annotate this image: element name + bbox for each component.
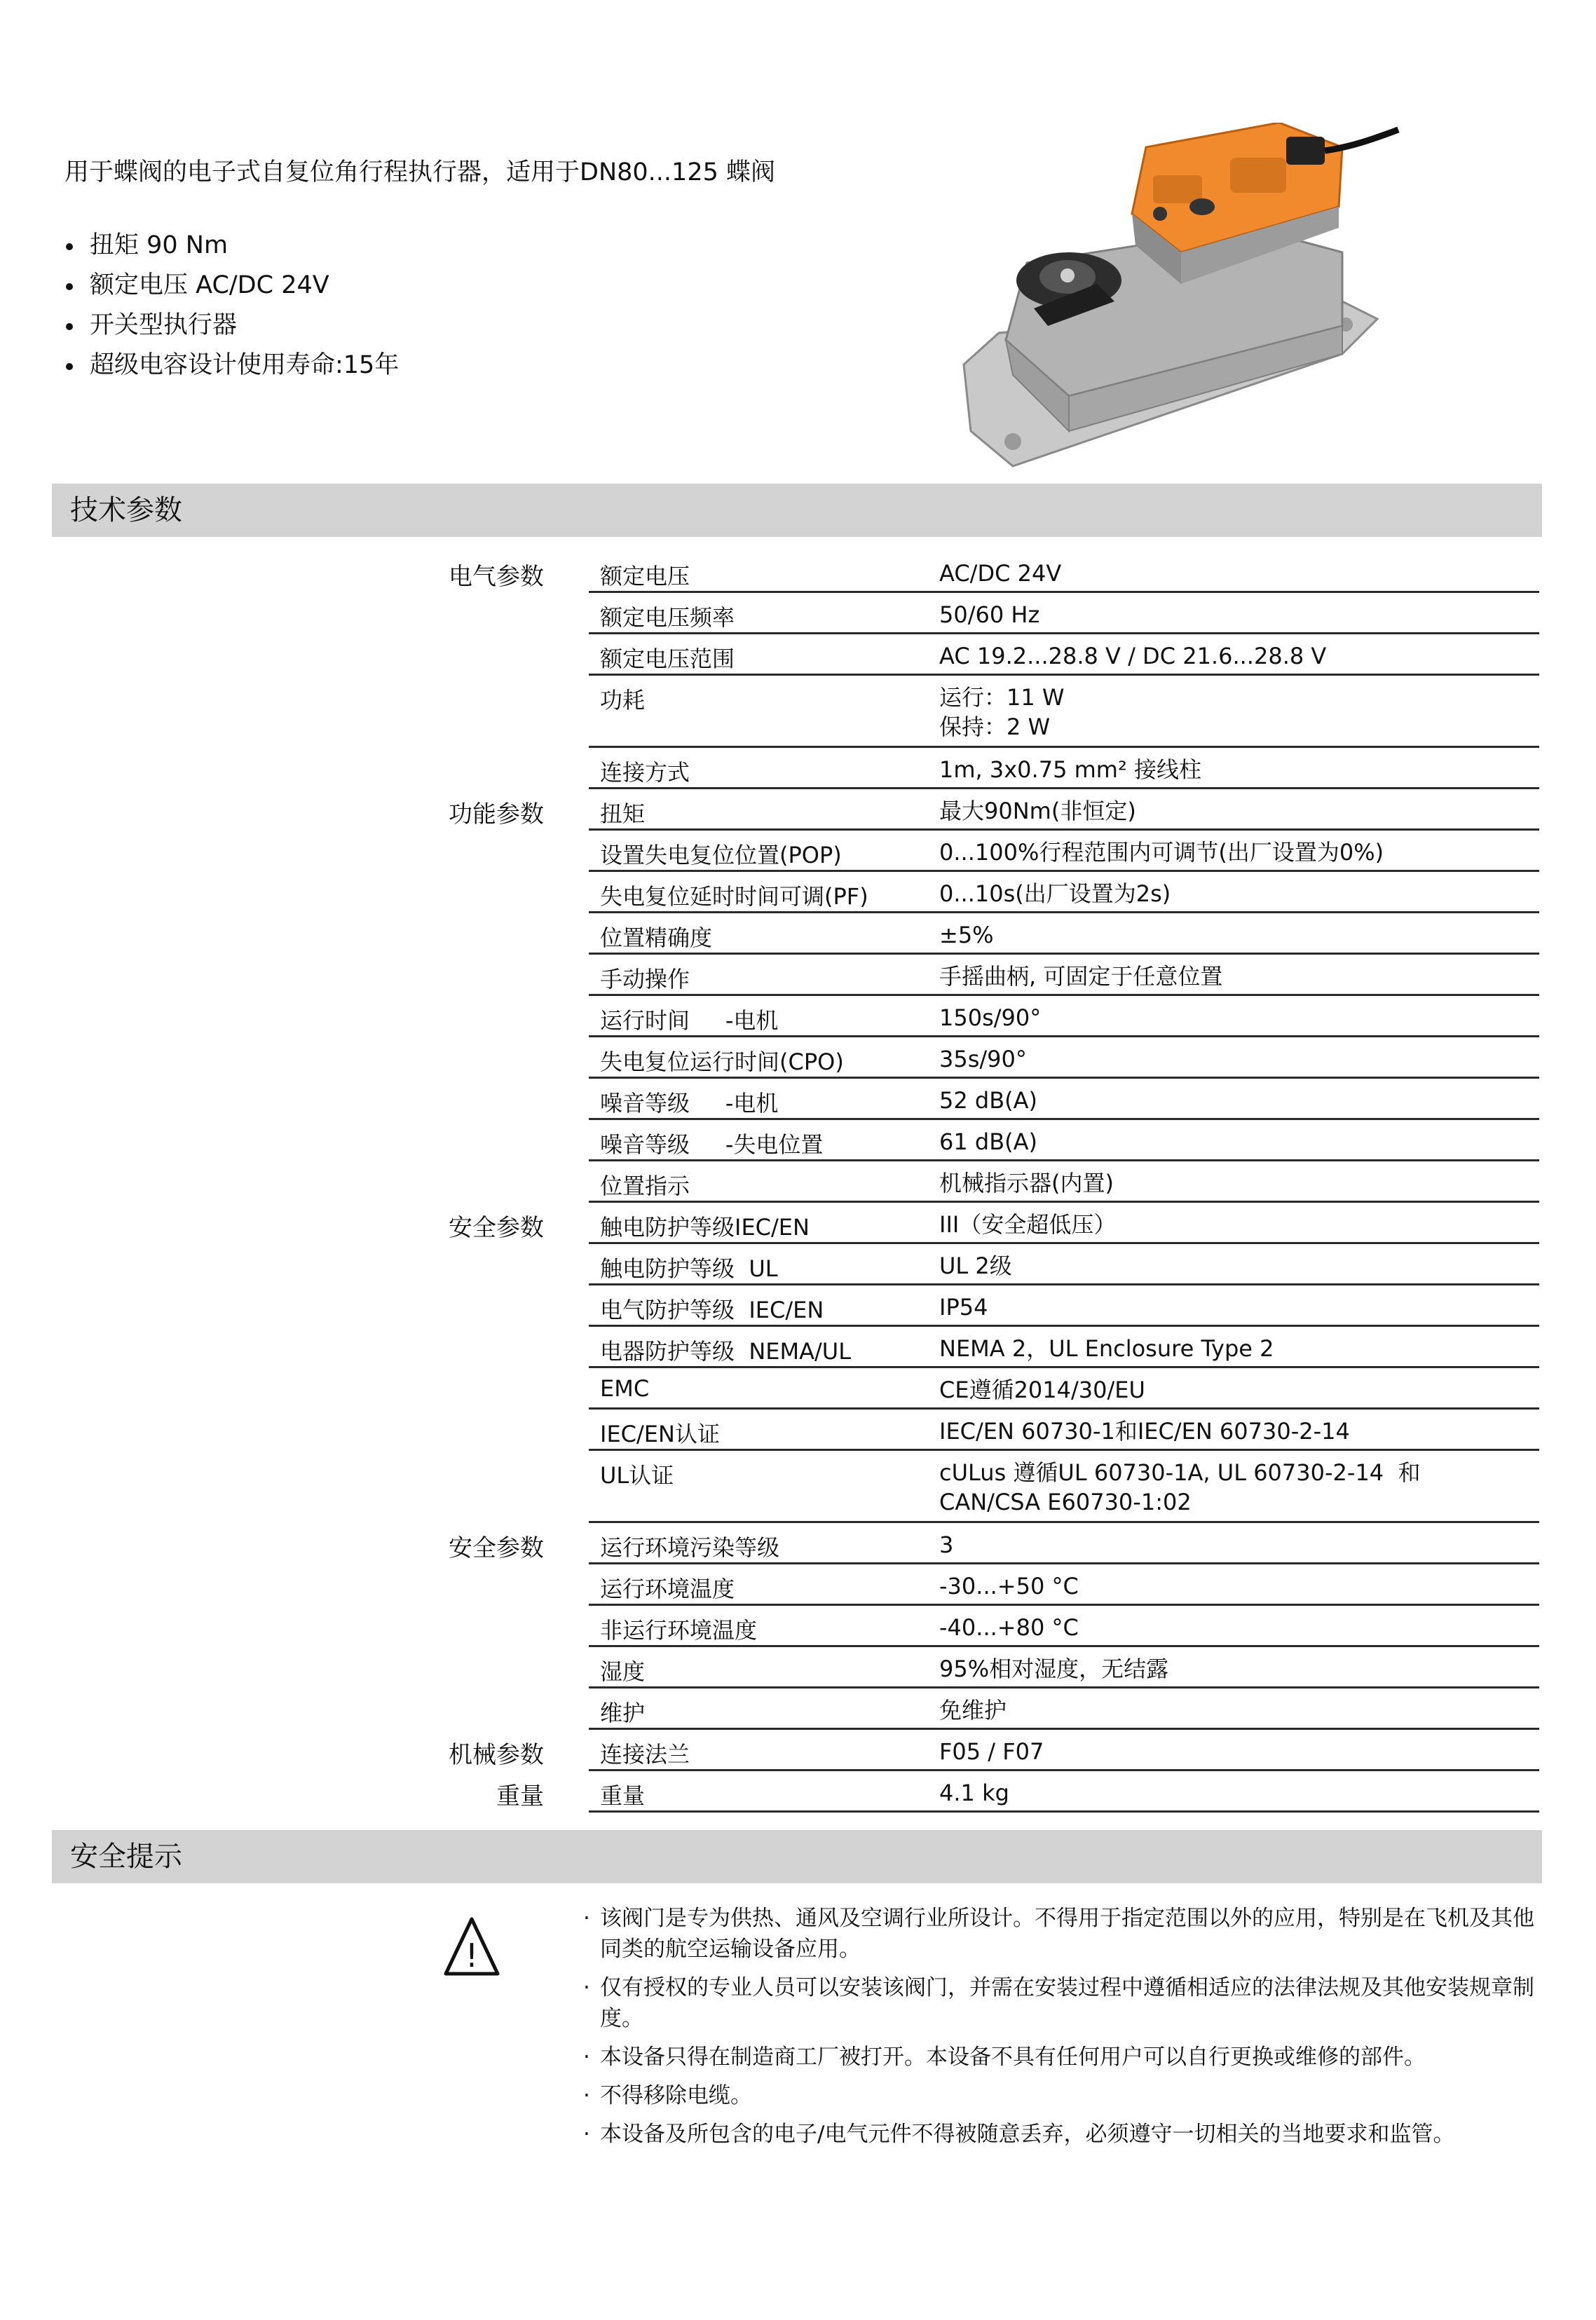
feature-list: [64, 226, 399, 385]
spec-label: 维护: [600, 1700, 646, 1726]
spec-value: AC/DC 24V: [939, 560, 1062, 587]
spec-row: [0, 831, 1596, 872]
feature-item: 超级电容设计使用寿命:15年: [64, 346, 399, 385]
spec-value: CE遵循2014/30/EU: [939, 1377, 1145, 1403]
spec-label: 电气防护等级 IEC/EN: [600, 1297, 824, 1323]
spec-row: [0, 1120, 1596, 1161]
spec-label: 功耗: [600, 687, 646, 714]
spec-value: IP54: [939, 1294, 988, 1321]
spec-value: 4.1 kg: [939, 1780, 1009, 1806]
spec-value: 0...100%行程范围内可调节(出厂设置为0%): [939, 839, 1384, 866]
spec-row: [0, 872, 1596, 913]
spec-value: 3: [939, 1531, 954, 1558]
spec-value: III（安全超低压）: [939, 1211, 1117, 1238]
spec-label: 重量: [600, 1782, 646, 1809]
spec-label: EMC: [600, 1375, 650, 1402]
spec-value: 1m, 3x0.75 mm² 接线柱: [939, 756, 1201, 783]
section-header-tech: [52, 484, 1542, 537]
spec-value: 最大90Nm(非恒定): [939, 798, 1136, 824]
spec-label: 额定电压: [600, 563, 690, 589]
section-title: 技术参数: [70, 494, 182, 526]
spec-row: [0, 1079, 1596, 1120]
spec-label: 连接法兰: [600, 1741, 690, 1768]
spec-label: 触电防护等级 UL: [600, 1255, 778, 1282]
spec-row: [0, 1368, 1596, 1410]
spec-row: [0, 1037, 1596, 1079]
spec-value: 免维护: [939, 1697, 1007, 1724]
spec-label: 位置指示: [600, 1173, 690, 1199]
feature-item: 额定电压 AC/DC 24V: [64, 266, 399, 306]
spec-value: IEC/EN 60730-1和IEC/EN 60730-2-14: [939, 1418, 1350, 1445]
spec-row: [0, 1771, 1596, 1813]
spec-label: 设置失电复位位置(POP): [600, 842, 842, 868]
spec-label: UL认证: [600, 1462, 674, 1489]
spec-label: 湿度: [600, 1658, 646, 1685]
safety-note: · 仅有授权的专业人员可以安装该阀门，并需在安装过程中遵循相适应的法律法规及其他安装规章制度。: [583, 1972, 1536, 2034]
spec-value: NEMA 2，UL Enclosure Type 2: [939, 1335, 1274, 1362]
spec-row: [0, 1244, 1596, 1285]
spec-row: [0, 748, 1596, 789]
spec-value: 52 dB(A): [939, 1087, 1038, 1114]
feature-item: 扭矩 90 Nm: [64, 226, 399, 266]
spec-label: 手动操作: [600, 966, 690, 992]
row-divider: [589, 1810, 1539, 1813]
spec-value: -30...+50 °C: [939, 1573, 1079, 1599]
spec-row: [0, 955, 1596, 996]
spec-value: -40...+80 °C: [939, 1614, 1079, 1641]
spec-value: 手摇曲柄, 可固定于任意位置: [939, 963, 1223, 990]
spec-row: [0, 1327, 1596, 1368]
spec-value: F05 / F07: [939, 1738, 1044, 1765]
spec-label: 位置精确度: [600, 924, 713, 951]
safety-note: · 本设备只得在制造商工厂被打开。本设备不具有任何用户可以自行更换或维修的部件。: [583, 2042, 1536, 2073]
spec-row: [0, 1564, 1596, 1606]
spec-row: [0, 789, 1596, 831]
spec-value: 150s/90°: [939, 1004, 1042, 1031]
section-title: 安全提示: [70, 1841, 182, 1873]
spec-row: [0, 1606, 1596, 1647]
spec-label: IEC/EN认证: [600, 1421, 720, 1447]
spec-value: 35s/90°: [939, 1046, 1027, 1072]
spec-row: [0, 593, 1596, 634]
spec-label: 噪音等级 -失电位置: [600, 1131, 824, 1158]
safety-note: · 本设备及所包含的电子/电气元件不得被随意丢弃，必须遵守一切相关的当地要求和监管。: [583, 2119, 1536, 2150]
spec-value: 95%相对湿度，无结露: [939, 1656, 1169, 1682]
spec-row: [0, 1161, 1596, 1203]
spec-row: [0, 1285, 1596, 1327]
intro-text: 用于蝶阀的电子式自复位角行程执行器，适用于DN80...125 蝶阀: [64, 158, 775, 186]
spec-label: 运行环境污染等级: [600, 1534, 780, 1561]
spec-category: 安全参数: [449, 1214, 544, 1242]
spec-row: [0, 1203, 1596, 1244]
spec-row: [0, 1647, 1596, 1688]
spec-row: [0, 1523, 1596, 1564]
spec-row: [0, 996, 1596, 1037]
spec-category: 重量: [496, 1782, 544, 1810]
spec-label: 运行时间 -电机: [600, 1007, 779, 1034]
spec-row: [0, 634, 1596, 676]
spec-category: 安全参数: [449, 1534, 544, 1562]
spec-label: 连接方式: [600, 759, 690, 786]
spec-category: 电气参数: [449, 563, 544, 591]
warning-triangle-icon: [443, 1915, 500, 1978]
spec-value: UL 2级: [939, 1253, 1012, 1279]
spec-label: 失电复位运行时间(CPO): [600, 1049, 844, 1075]
spec-label: 噪音等级 -电机: [600, 1090, 779, 1117]
safety-note: · 不得移除电缆。: [583, 2080, 1536, 2111]
spec-category: 机械参数: [449, 1741, 544, 1769]
spec-row: [0, 1730, 1596, 1771]
spec-value: ±5%: [939, 922, 994, 948]
spec-value: 运行：11 W 保持：2 W: [939, 684, 1065, 740]
spec-value: 61 dB(A): [939, 1128, 1038, 1155]
spec-value: 0...10s(出厂设置为2s): [939, 880, 1171, 907]
spec-label: 非运行环境温度: [600, 1617, 758, 1644]
spec-label: 额定电压频率: [600, 604, 735, 631]
spec-label: 触电防护等级IEC/EN: [600, 1214, 810, 1241]
spec-label: 电器防护等级 NEMA/UL: [600, 1338, 852, 1365]
feature-item: 开关型执行器: [64, 306, 399, 346]
spec-row: [0, 1410, 1596, 1451]
section-header-safety: [52, 1830, 1542, 1883]
spec-label: 失电复位延时时间可调(PF): [600, 883, 868, 910]
spec-value: cULus 遵循UL 60730-1A, UL 60730-2-14 和 CAN/CSA E60730-1:02: [939, 1459, 1421, 1515]
actuator-product-image: [950, 123, 1405, 473]
safety-note: · 该阀门是专为供热、通风及空调行业所设计。不得用于指定范围以外的应用，特别是在飞机及其他同类的航空运输设备应用。: [583, 1903, 1536, 1965]
spec-row: [0, 1688, 1596, 1730]
spec-label: 扭矩: [600, 800, 646, 827]
safety-notes: [583, 1903, 1536, 2157]
spec-row: [0, 1451, 1596, 1523]
spec-row: [0, 913, 1596, 955]
spec-row: [0, 676, 1596, 748]
svg-text:!: !: [465, 1937, 479, 1974]
spec-label: 额定电压范围: [600, 646, 735, 672]
spec-category: 功能参数: [449, 800, 544, 828]
spec-value: AC 19.2...28.8 V / DC 21.6...28.8 V: [939, 643, 1327, 669]
spec-value: 机械指示器(内置): [939, 1170, 1114, 1196]
spec-row: [0, 552, 1596, 593]
spec-label: 运行环境温度: [600, 1576, 735, 1602]
spec-value: 50/60 Hz: [939, 601, 1040, 628]
